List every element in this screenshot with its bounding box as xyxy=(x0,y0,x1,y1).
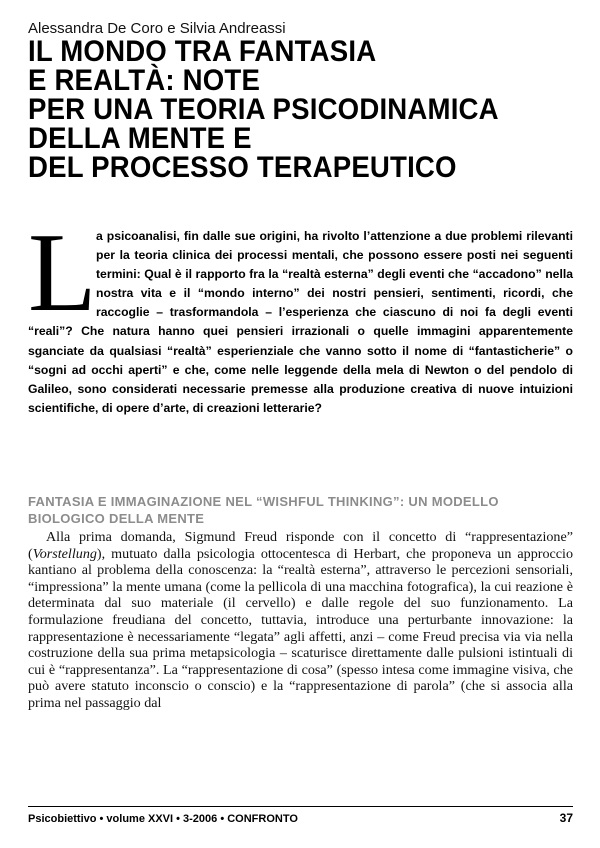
page-number: 37 xyxy=(559,811,573,825)
body-text-italic: Vorstellung xyxy=(32,545,97,562)
title-line: E REALTÀ: NOTE xyxy=(28,64,261,97)
section-heading-quote: “WISHFUL THINKING” xyxy=(256,494,400,509)
section-heading-part2: : UN MODELLO BIOLOGICO DELLA MENTE xyxy=(28,494,499,526)
title-line: IL MONDO TRA FANTASIA xyxy=(28,35,377,68)
title-line: DEL PROCESSO TERAPEUTICO xyxy=(28,151,457,184)
article-title xyxy=(28,37,529,182)
body-paragraph xyxy=(28,529,573,712)
title-line: PER UNA TEORIA PSICODINAMICA xyxy=(28,93,499,126)
body-text-start: Alla prima domanda, Sigmund Freud risponde con il concetto di “rappresentazione” ( xyxy=(28,529,573,562)
section-heading-part1: FANTASIA E IMMAGINAZIONE NEL xyxy=(28,494,257,509)
journal-footer: Psicobiettivo • volume XXVI • 3-2006 • CONFRONTO xyxy=(28,813,298,825)
abstract-paragraph xyxy=(28,211,573,418)
title-line: DELLA MENTE E xyxy=(28,122,252,155)
drop-cap: L xyxy=(28,211,97,335)
body-text-end: ), mutuato dalla psicologia ottocentesca di Herbart, che proponeva un approccio kantiano al problema della conoscenza: la “realtà esterna”, attraverso le percezioni sensoriali, “impressiona” la mente umana (come la pellicola di una macchina fotografica), la cui reazione è determinata dal suo materiale (il cervello) e dalle regole del suo funzionamento. La formulazione freudiana del concetto, tuttavia, introduce una perturbante innovazione: la rappresentazione è necessariamente “legata” agli affetti, anzi – come Freud precisa via via nella costruzione della sua prima metapsicologia – scaturisce direttamente dalle pulsioni istintuali di cui è “rappresentanza”. La “rappresentazione di cosa” (spesso intesa come immagine visiva, che può avere statuto inconscio o conscio) e la “rappresentazione di parola” (che si associa alla prima nel passaggio dal xyxy=(28,545,573,711)
footer-divider xyxy=(28,806,573,807)
section-heading xyxy=(28,493,573,527)
article-authors: Alessandra De Coro e Silvia Andreassi xyxy=(28,20,286,37)
abstract-text: a psicoanalisi, fin dalle sue origini, ha rivolto l’attenzione a due problemi rilevanti per la teoria clinica dei processi mentali, che possono essere posti nei seguenti termini: Qual è il rapporto fra la “realtà esterna” degli eventi che “accadono” nella nostra vita e il “mondo interno” dei nostri pensieri, sentimenti, ricordi, che raccoglie – trasformandola – l’esperienza che ciascuno di noi fa degli eventi “reali”? Che natura hanno quei pensieri irrazionali o quelle immagini apparentemente sganciate da qualsiasi “realtà” esperienziale che vanno sotto il nome di “fantasticherie” o “sogni ad occhi aperti” e che, come nelle leggende della mela di Newton o del pendolo di Galileo, sono considerati necessarie premesse alla produzione creativa di nuove intuizioni scientifiche, di opere d’arte, di creazioni letterarie? xyxy=(28,229,573,415)
